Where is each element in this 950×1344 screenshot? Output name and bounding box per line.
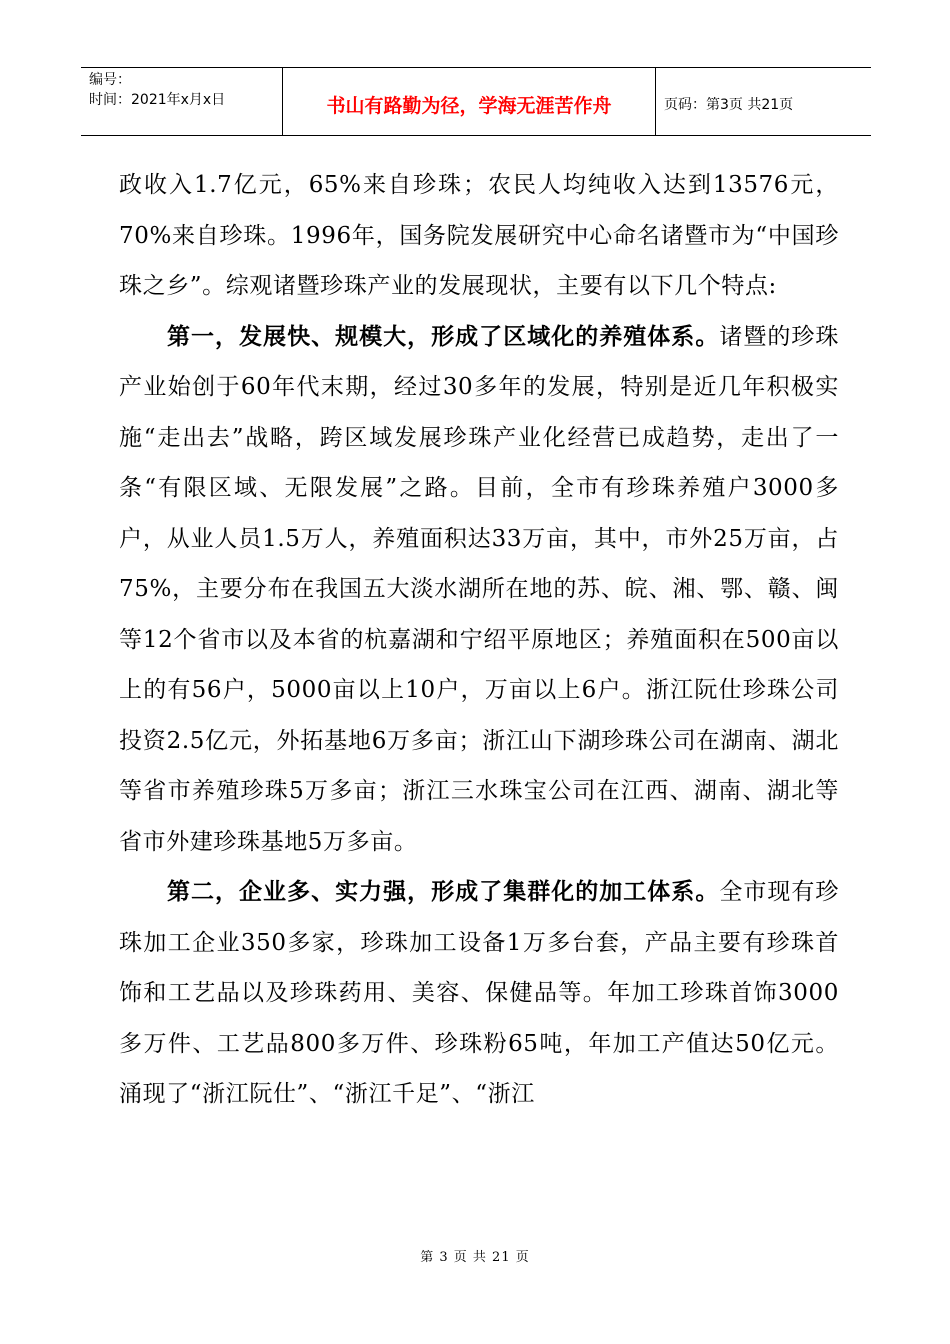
heading-first-point: 第一，发展快、规模大，形成了区域化的养殖体系。 bbox=[167, 322, 720, 350]
heading-second-point: 第二，企业多、实力强，形成了集群化的加工体系。 bbox=[167, 878, 720, 905]
text-second-point: 全市现有珍珠加工企业350多家，珍珠加工设备1万多台套，产品主要有珍珠首饰和工艺品以及珍珠药用、美容、保健品等。年加工珍珠首饰3000多万件、工艺品800多万件、珍珠粉65吨，年加工产值达50亿元。涌现了“浙江阮仕”、“浙江千足”、“浙江 bbox=[119, 879, 840, 1107]
header-page-info: 页码：第3页 共21页 bbox=[664, 96, 794, 113]
text-first-point: 诸暨的珍珠产业始创于60年代末期，经过30多年的发展，特别是近几年积极实施“走出去”战略，跨区域发展珍珠产业化经营已成趋势，走出了一条“有限区域、无限发展”之路。目前，全市有珍珠养殖户3000多户，从业人员1.5万人，养殖面积达33万亩，其中，市外25万亩，占75%，主要分布在我国五大淡水湖所在地的苏、皖、湘、鄂、赣、闽等12个省市以及本省的杭嘉湖和宁绍平原地区；养殖面积在500亩以上的有56户，5000亩以上10户，万亩以上6户。浙江阮仕珍珠公司投资2.5亿元，外拓基地6万多亩；浙江山下湖珍珠公司在湖南、湖北等省市养殖珍珠5万多亩；浙江三水珠宝公司在江西、湖南、湖北等省市外建珍珠基地5万多亩。 bbox=[119, 323, 840, 855]
page-footer: 第 3 页 共 21 页 bbox=[420, 1250, 530, 1265]
document-body bbox=[119, 160, 839, 1120]
paragraph-first-point bbox=[119, 312, 839, 868]
doc-number-label: 编号： bbox=[89, 72, 131, 88]
header-motto: 书山有路勤为径，学海无涯苦作舟 bbox=[283, 68, 656, 135]
header-meta bbox=[81, 68, 283, 135]
paragraph-second-point bbox=[119, 867, 839, 1120]
paragraph-intro: 政收入1.7亿元，65%来自珍珠；农民人均纯收入达到13576元，70%来自珍珠。1996年，国务院发展研究中心命名诸暨市为“中国珍珠之乡”。综观诸暨珍珠产业的发展现状，主要有以下几个特点: bbox=[119, 172, 839, 299]
page-header bbox=[81, 67, 871, 136]
doc-time: 时间：2021年x月x日 bbox=[89, 92, 226, 108]
